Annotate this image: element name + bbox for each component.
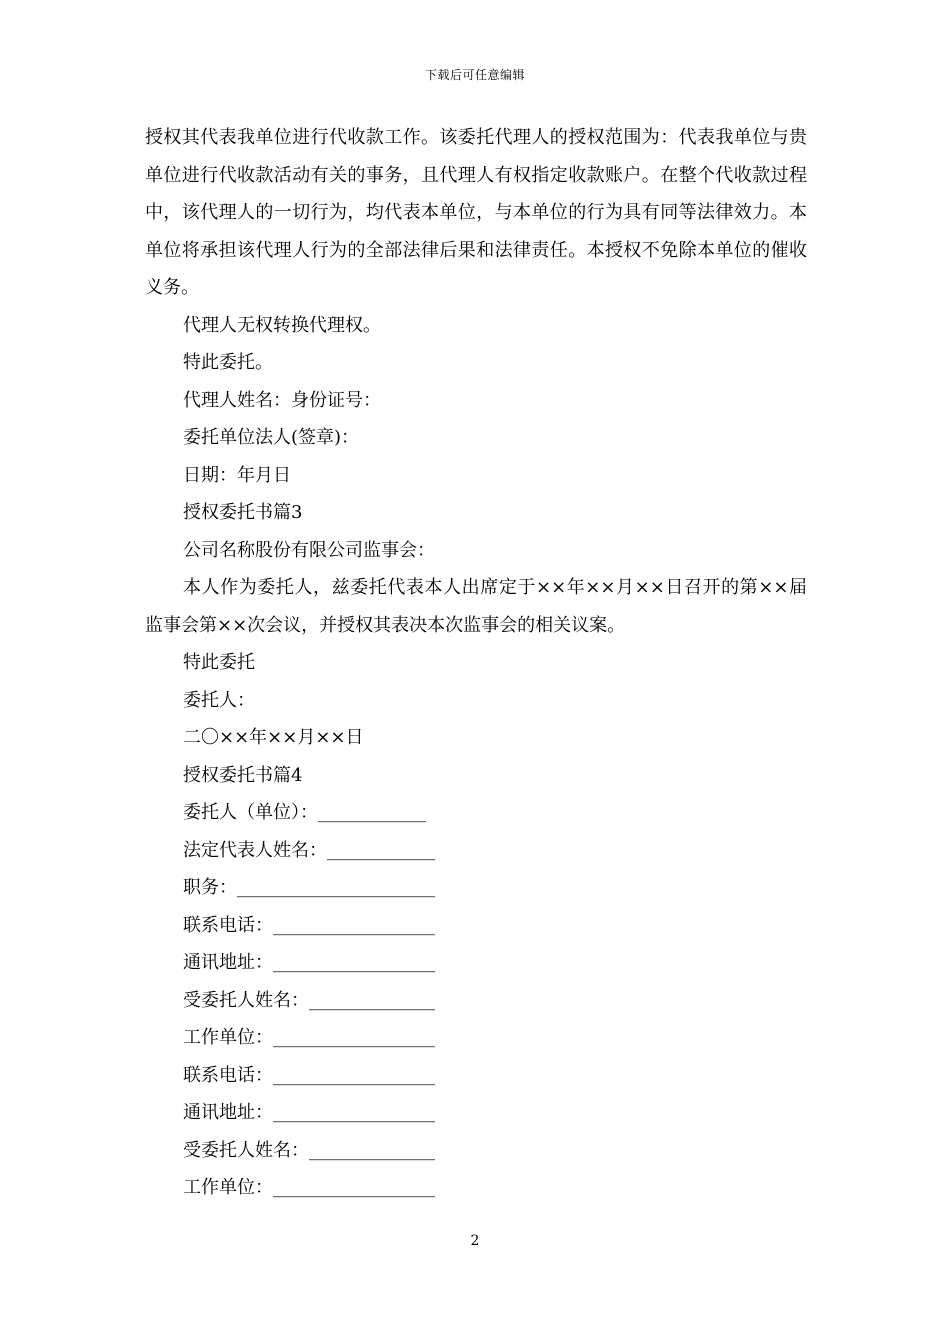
date-line: 日期：年月日 [183,464,291,486]
principal-label: 委托人： [183,689,255,711]
field-blank: ______________ [309,989,435,1011]
field-label: 联系电话： [183,914,273,936]
field-blank: __________________ [273,1102,435,1123]
form-field-agent-name [145,982,807,1020]
form-field-work-unit [145,1019,807,1057]
principal-legal-person-line: 委托单位法人(签章)： [183,427,360,448]
field-label: 委托人（单位）： [183,802,318,823]
field-label: 工作单位： [183,1177,273,1198]
form-field-phone-2 [145,1057,807,1095]
form-field-address-2 [145,1094,807,1132]
field-label: 受委托人姓名： [183,1139,309,1161]
form-field-address [145,944,807,982]
field-blank: ______________________ [237,877,435,898]
page-number: 2 [470,1233,480,1249]
form-field-phone [145,907,807,945]
field-label: 联系电话： [183,1064,273,1086]
form-field-work-unit-2 [145,1169,807,1207]
section-3-date: 二〇××年××月××日 [183,727,364,748]
field-blank: __________________ [273,914,435,936]
field-blank: ______________ [309,1139,435,1161]
field-blank: ____________ [318,802,426,823]
section-4-title: 授权委托书篇4 [183,764,303,786]
agent-name-id-line: 代理人姓名：身份证号： [183,389,381,411]
form-field-principal-unit [145,794,807,832]
field-label: 职务： [183,877,237,898]
field-label: 法定代表人姓名： [183,839,327,861]
section-3-title: 授权委托书篇3 [183,502,303,523]
field-label: 通讯地址： [183,1102,273,1123]
section-3-paragraph: 本人作为委托人，兹委托代表本人出席定于××年××月××日召开的第××届监事会第××次会议，并授权其表决本次监事会的相关议案。 [145,577,807,636]
field-blank: ____________ [327,839,435,861]
form-field-position [145,869,807,907]
no-transfer-line: 代理人无权转换代理权。 [183,314,381,336]
field-label: 工作单位： [183,1027,273,1048]
field-label: 受委托人姓名： [183,989,309,1011]
hereby-entrust-line: 特此委托。 [183,352,273,373]
field-blank: __________________ [273,952,435,973]
field-label: 通讯地址： [183,952,273,973]
section-3-addressee: 公司名称股份有限公司监事会： [183,539,435,561]
field-blank: __________________ [273,1027,435,1048]
document-body [145,119,807,1207]
form-field-agent-name-2 [145,1132,807,1170]
field-blank: __________________ [273,1064,435,1086]
hereby-entrust-line-2: 特此委托 [183,652,255,673]
form-field-legal-rep-name [145,832,807,870]
field-blank: __________________ [273,1177,435,1198]
page-header: 下载后可任意编辑 [424,68,525,82]
continuation-paragraph: 授权其代表我单位进行代收款工作。该委托代理人的授权范围为：代表我单位与贵单位进行代收款活动有关的事务，且代理人有权指定收款账户。在整个代收款过程中，该代理人的一切行为，均代表本单位，与本单位的行为具有同等法律效力。本单位将承担该代理人行为的全部法律后果和法律责任。本授权不免除本单位的催收义务。 [145,127,807,298]
